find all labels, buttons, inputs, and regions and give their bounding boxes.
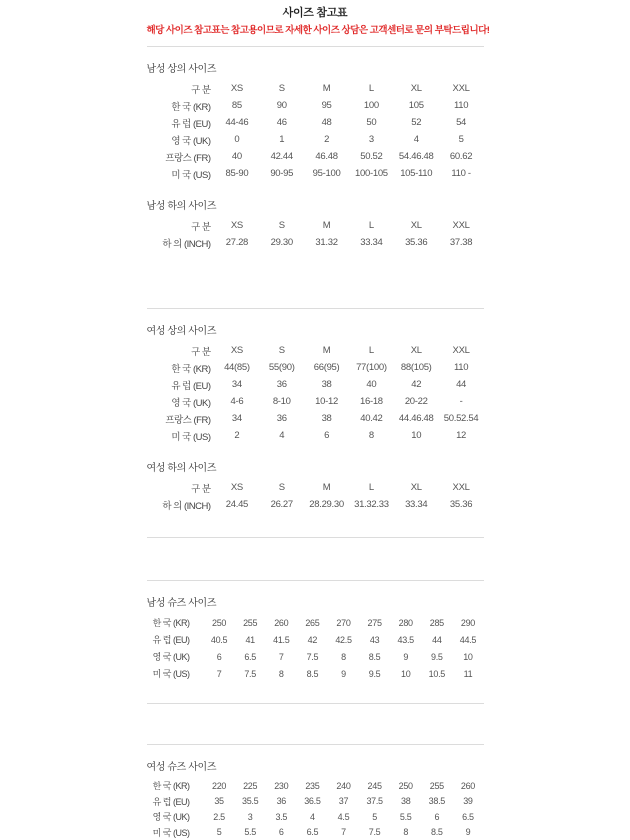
column-header: XXL <box>452 83 470 94</box>
size-cell: 2 <box>324 134 330 145</box>
row-label: 영 국 (UK) <box>171 135 211 147</box>
size-cell: 85-90 <box>225 168 249 179</box>
size-cell: 42 <box>307 634 318 645</box>
men-shoes-size-table <box>147 614 484 682</box>
table-row <box>147 234 484 251</box>
row-label: 한 국 (KR) <box>152 618 190 628</box>
column-header: XL <box>410 482 422 493</box>
table-row <box>147 393 484 410</box>
size-cell: 90 <box>276 100 287 111</box>
size-cell: 7 <box>341 827 346 838</box>
size-cell: 46.48 <box>315 151 338 162</box>
size-cell: 6.5 <box>244 651 256 662</box>
size-cell: 0 <box>234 134 240 145</box>
row-label: 한 국 (KR) <box>171 363 211 375</box>
size-cell: 235 <box>305 780 320 791</box>
size-cell: 95 <box>321 100 332 111</box>
table-row <box>147 131 484 148</box>
size-cell: 41 <box>245 634 255 645</box>
table-row <box>147 825 484 840</box>
column-header: XS <box>230 345 243 356</box>
women-bottom-size-table <box>147 479 484 513</box>
table-row <box>147 614 484 631</box>
size-cell: 33.34 <box>405 499 428 510</box>
row-label: 한 국 (KR) <box>171 101 211 113</box>
column-header: M <box>322 482 331 493</box>
size-cell: 40.5 <box>210 634 228 645</box>
size-cell: 7 <box>278 651 284 662</box>
size-cell: 38 <box>321 379 332 390</box>
section-label-men-shoes: 남성 슈즈 사이즈 <box>146 598 217 609</box>
size-cell: 280 <box>398 617 413 628</box>
size-cell: 6 <box>216 651 222 662</box>
size-cell: 1 <box>279 134 285 145</box>
section-label-men-bottom: 남성 하의 사이즈 <box>146 201 217 212</box>
row-label: 하 의 (INCH) <box>162 238 211 250</box>
size-cell: 4.5 <box>337 811 350 822</box>
table-row <box>147 496 484 513</box>
size-cell: 260 <box>460 780 475 791</box>
size-cell: 37.5 <box>366 796 383 807</box>
table-row <box>147 376 484 393</box>
column-header: M <box>322 220 331 231</box>
size-cell: 66(95) <box>313 362 340 373</box>
row-label: 미 국 (US) <box>152 827 190 838</box>
row-label: 유 럽 (EU) <box>171 118 211 130</box>
column-header: L <box>368 220 374 231</box>
size-cell: 6 <box>324 430 330 441</box>
size-cell: 36.5 <box>304 796 321 807</box>
size-cell: 7.5 <box>306 651 319 662</box>
size-cell: 88(105) <box>400 362 432 373</box>
size-cell: 35.5 <box>242 796 259 807</box>
size-cell: 36 <box>276 379 287 390</box>
size-cell: 250 <box>211 617 227 628</box>
column-header: M <box>322 345 331 356</box>
size-cell: 34 <box>231 379 242 390</box>
size-cell: 44(85) <box>224 362 250 373</box>
size-cell: 3.5 <box>275 811 288 822</box>
size-cell: 9 <box>465 827 471 838</box>
row-label: 영 국 (UK) <box>152 652 190 662</box>
size-cell: 50 <box>366 117 377 128</box>
size-cell: 40 <box>366 379 377 390</box>
table-row <box>147 114 484 131</box>
size-cell: 42.5 <box>335 634 352 645</box>
section-label-women-shoes: 여성 슈즈 사이즈 <box>146 762 217 773</box>
column-header: XXL <box>452 482 470 493</box>
size-cell: 240 <box>336 780 351 791</box>
size-cell: 44.46.48 <box>398 413 434 424</box>
column-header: XXL <box>452 345 470 356</box>
column-header: L <box>368 482 374 493</box>
column-header: XL <box>410 220 422 231</box>
column-header: S <box>278 220 285 231</box>
size-cell: 220 <box>211 780 227 791</box>
size-cell: 8 <box>403 827 409 838</box>
size-cell: 275 <box>367 617 382 628</box>
size-cell: 38 <box>401 796 411 807</box>
size-cell: 10 <box>463 651 473 662</box>
size-cell: 110 <box>453 100 469 111</box>
size-cell: 8-10 <box>272 396 291 407</box>
size-cell: 40.42 <box>360 413 383 424</box>
size-cell: 110 - <box>451 168 471 179</box>
size-cell: 11 <box>463 668 473 679</box>
size-cell: 44 <box>456 379 467 390</box>
row-label: 프랑스 (FR) <box>165 414 211 426</box>
size-cell: 44.5 <box>459 634 477 645</box>
row-label: 프랑스 (FR) <box>165 152 211 164</box>
size-cell: 26.27 <box>270 499 293 510</box>
divider <box>147 46 484 47</box>
section-label-men-top: 남성 상의 사이즈 <box>146 64 217 75</box>
table-row <box>147 631 484 648</box>
column-header: XXL <box>452 220 470 231</box>
table-row <box>147 97 484 114</box>
row-label: 구 분 <box>191 346 211 358</box>
size-cell: 37.38 <box>449 237 473 248</box>
notice-text: 해당 사이즈 참고표는 참고용이므로 자세한 사이즈 상담은 고객센터로 문의 부탁드립니다! <box>146 25 490 36</box>
size-cell: 245 <box>367 780 382 791</box>
size-cell: 5 <box>216 827 222 838</box>
size-cell: 105 <box>408 100 424 111</box>
size-cell: 35 <box>214 796 224 807</box>
table-row <box>147 809 484 825</box>
size-cell: 3 <box>368 134 374 145</box>
size-cell: 9 <box>341 668 346 679</box>
column-header: L <box>368 83 374 94</box>
size-cell: 33.34 <box>360 237 383 248</box>
table-header-row <box>147 342 484 359</box>
size-cell: 35.36 <box>405 237 428 248</box>
column-header: M <box>322 83 331 94</box>
size-cell: 4 <box>413 134 419 145</box>
size-cell: 38.5 <box>428 796 445 807</box>
size-cell: 8.5 <box>368 651 381 662</box>
page-title: 사이즈 참고표 <box>282 7 348 19</box>
column-header: L <box>368 345 374 356</box>
size-cell: 6 <box>434 811 440 822</box>
section-label-women-bottom: 여성 하의 사이즈 <box>146 463 217 474</box>
divider <box>147 703 484 704</box>
size-cell: 50.52 <box>360 151 383 162</box>
size-cell: 6.5 <box>306 827 319 838</box>
men-bottom-size-table <box>147 217 484 251</box>
column-header: S <box>278 83 285 94</box>
row-label: 구 분 <box>191 483 211 495</box>
size-cell: 270 <box>336 617 351 628</box>
size-cell: 31.32.33 <box>354 499 389 510</box>
divider <box>147 308 484 309</box>
size-cell: 29.30 <box>270 237 293 248</box>
section-label-women-top: 여성 상의 사이즈 <box>146 326 217 337</box>
size-cell: 60.62 <box>449 151 473 162</box>
size-cell: 2 <box>234 430 240 441</box>
size-cell: 10-12 <box>315 396 338 407</box>
size-cell: 46 <box>276 117 287 128</box>
size-cell: 10 <box>401 668 411 679</box>
table-row <box>147 410 484 427</box>
size-cell: 52 <box>411 117 422 128</box>
size-cell: 3 <box>247 811 253 822</box>
size-cell: 12 <box>456 430 467 441</box>
table-row <box>147 648 484 665</box>
size-cell: 6.5 <box>462 811 474 822</box>
size-cell: - <box>459 396 463 407</box>
size-cell: 34 <box>231 413 242 424</box>
size-cell: 35.36 <box>449 499 473 510</box>
size-cell: 4-6 <box>230 396 244 407</box>
size-cell: 2.5 <box>213 811 225 822</box>
table-header-row <box>147 80 484 97</box>
size-cell: 100 <box>363 100 379 111</box>
table-row <box>147 778 484 794</box>
size-cell: 90-95 <box>270 168 294 179</box>
divider <box>147 744 484 745</box>
table-row <box>147 359 484 376</box>
row-label: 영 국 (UK) <box>152 812 190 823</box>
size-cell: 8 <box>278 668 284 679</box>
size-cell: 43 <box>369 634 380 645</box>
size-cell: 100-105 <box>355 168 388 179</box>
size-cell: 36 <box>276 413 287 424</box>
row-label: 한 국 (KR) <box>152 781 190 792</box>
size-cell: 55(90) <box>268 362 295 373</box>
size-cell: 285 <box>429 617 444 628</box>
men-top-size-table <box>147 80 484 182</box>
size-cell: 7 <box>216 668 222 679</box>
size-cell: 265 <box>305 617 320 628</box>
size-cell: 260 <box>274 617 289 628</box>
size-cell: 27.28 <box>225 237 249 248</box>
size-cell: 36 <box>276 796 286 807</box>
size-cell: 28.29.30 <box>309 499 344 510</box>
size-cell: 39 <box>463 796 473 807</box>
size-cell: 225 <box>243 780 258 791</box>
size-cell: 16-18 <box>359 396 383 407</box>
column-header: XL <box>410 345 422 356</box>
size-cell: 230 <box>274 780 289 791</box>
size-cell: 4 <box>279 430 285 441</box>
size-cell: 44-46 <box>225 117 249 128</box>
table-row <box>147 665 484 682</box>
row-label: 유 럽 (EU) <box>152 796 190 807</box>
size-cell: 8.5 <box>306 668 319 679</box>
divider <box>147 580 484 581</box>
size-cell: 9 <box>403 651 409 662</box>
size-cell: 4 <box>310 811 315 822</box>
size-cell: 290 <box>460 617 475 628</box>
size-cell: 7.5 <box>244 668 256 679</box>
size-cell: 24.45 <box>225 499 249 510</box>
table-row <box>147 427 484 444</box>
size-cell: 43.5 <box>397 634 414 645</box>
size-cell: 10 <box>411 430 422 441</box>
size-cell: 8 <box>341 651 346 662</box>
size-reference-page <box>146 0 490 840</box>
size-cell: 41.5 <box>273 634 290 645</box>
size-cell: 110 <box>453 362 469 373</box>
column-header: XS <box>230 83 243 94</box>
women-shoes-size-table <box>147 778 484 840</box>
column-header: S <box>278 482 285 493</box>
size-cell: 31.32 <box>315 237 338 248</box>
column-header: XS <box>230 482 243 493</box>
size-cell: 37 <box>338 796 349 807</box>
size-cell: 255 <box>429 780 444 791</box>
column-header: XS <box>230 220 243 231</box>
size-cell: 77(100) <box>356 362 387 373</box>
size-cell: 255 <box>243 617 258 628</box>
size-cell: 10.5 <box>428 668 445 679</box>
row-label: 영 국 (UK) <box>171 397 211 409</box>
row-label: 유 럽 (EU) <box>152 635 190 645</box>
size-cell: 54 <box>456 117 467 128</box>
size-cell: 42 <box>411 379 422 390</box>
size-cell: 9.5 <box>368 668 381 679</box>
size-cell: 42.44 <box>270 151 293 162</box>
row-label: 미 국 (US) <box>152 669 190 679</box>
row-label: 미 국 (US) <box>171 169 211 181</box>
table-header-row <box>147 217 484 234</box>
divider <box>147 537 484 538</box>
size-cell: 54.46.48 <box>398 151 434 162</box>
table-row <box>147 148 484 165</box>
row-label: 구 분 <box>191 221 211 233</box>
size-cell: 40 <box>231 151 242 162</box>
row-label: 하 의 (INCH) <box>162 500 211 512</box>
row-label: 구 분 <box>191 84 211 96</box>
row-label: 미 국 (US) <box>171 431 211 443</box>
size-cell: 250 <box>398 780 413 791</box>
column-header: S <box>278 345 285 356</box>
size-cell: 8 <box>368 430 374 441</box>
size-cell: 38 <box>321 413 332 424</box>
women-top-size-table <box>147 342 484 444</box>
size-cell: 5 <box>372 811 377 822</box>
size-cell: 7.5 <box>368 827 381 838</box>
size-cell: 105-110 <box>400 168 433 179</box>
size-cell: 5.5 <box>244 827 256 838</box>
size-cell: 6 <box>278 827 284 838</box>
size-cell: 9.5 <box>431 651 443 662</box>
table-row <box>147 165 484 182</box>
size-cell: 20-22 <box>404 396 428 407</box>
column-header: XL <box>410 83 422 94</box>
size-cell: 95-100 <box>312 168 341 179</box>
table-header-row <box>147 479 484 496</box>
size-cell: 5.5 <box>399 811 412 822</box>
size-cell: 48 <box>321 117 332 128</box>
size-cell: 5 <box>458 134 464 145</box>
size-cell: 85 <box>231 100 242 111</box>
size-cell: 8.5 <box>431 827 443 838</box>
row-label: 유 럽 (EU) <box>171 380 211 392</box>
size-cell: 50.52.54 <box>443 413 479 424</box>
table-row <box>147 794 484 810</box>
size-cell: 44 <box>432 634 442 645</box>
